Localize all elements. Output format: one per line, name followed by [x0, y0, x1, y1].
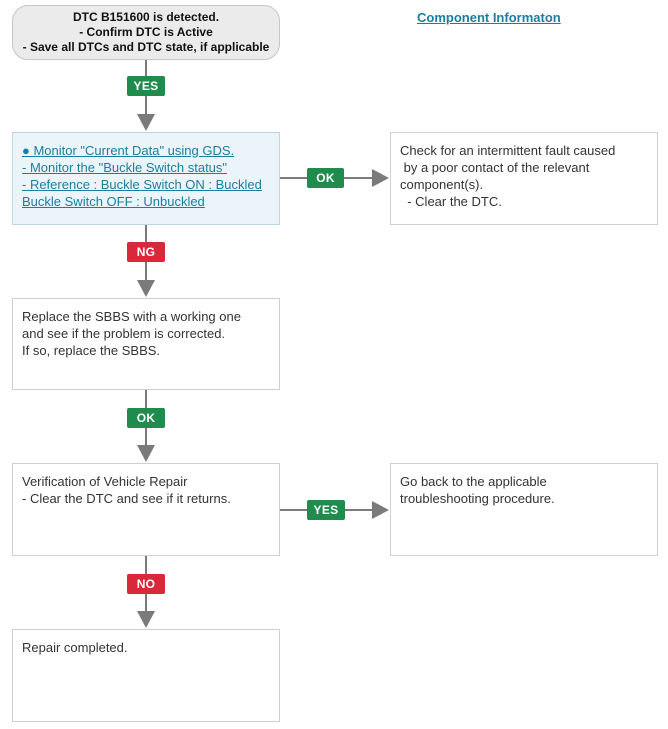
arrow-right-1	[372, 169, 389, 187]
component-information-link[interactable]: Component Informaton	[417, 10, 561, 25]
replace-line-1: Replace the SBBS with a working one	[22, 309, 241, 324]
start-node	[12, 5, 280, 60]
yes-badge-1: YES	[127, 76, 165, 96]
ok-badge-1: OK	[307, 168, 344, 188]
complete-line-1: Repair completed.	[22, 640, 128, 655]
goback-line-1: Go back to the applicable	[400, 474, 547, 489]
start-line-1: DTC B151600 is detected.	[72, 10, 220, 24]
replace-sbbs-step	[12, 298, 280, 390]
no-badge: NO	[127, 574, 165, 594]
verification-step	[12, 463, 280, 556]
yes-badge-2: YES	[307, 500, 345, 520]
arrow-down-3	[137, 445, 155, 462]
reference-buckle-on-link[interactable]: - Reference : Buckle Switch ON : Buckled	[22, 177, 262, 192]
intermittent-line-3: component(s).	[400, 177, 484, 192]
arrow-down-2	[137, 280, 155, 297]
monitor-buckle-switch-link[interactable]: - Monitor the "Buckle Switch status"	[22, 160, 228, 175]
repair-completed-step	[12, 629, 280, 722]
arrow-right-2	[372, 501, 389, 519]
verify-line-2: - Clear the DTC and see if it returns.	[22, 491, 231, 506]
monitor-current-data-link[interactable]: ● Monitor "Current Data" using GDS.	[22, 143, 235, 158]
ng-badge: NG	[127, 242, 165, 262]
intermittent-line-2: by a poor contact of the relevant	[400, 160, 590, 175]
replace-line-3: If so, replace the SBBS.	[22, 343, 161, 358]
arrow-down-4	[137, 611, 155, 628]
go-back-step	[390, 463, 658, 556]
replace-line-2: and see if the problem is corrected.	[22, 326, 226, 341]
intermittent-line-1: Check for an intermittent fault caused	[400, 143, 616, 158]
start-line-2: - Confirm DTC is Active	[79, 25, 213, 39]
verify-line-1: Verification of Vehicle Repair	[22, 474, 188, 489]
start-line-3: - Save all DTCs and DTC state, if applicable	[22, 40, 270, 54]
intermittent-line-4: - Clear the DTC.	[400, 194, 502, 209]
ok-badge-2: OK	[127, 408, 165, 428]
reference-buckle-off-link[interactable]: Buckle Switch OFF : Unbuckled	[22, 194, 205, 209]
arrow-down-1	[137, 114, 155, 131]
intermittent-fault-step	[390, 132, 658, 225]
goback-line-2: troubleshooting procedure.	[400, 491, 555, 506]
monitor-step	[12, 132, 280, 225]
